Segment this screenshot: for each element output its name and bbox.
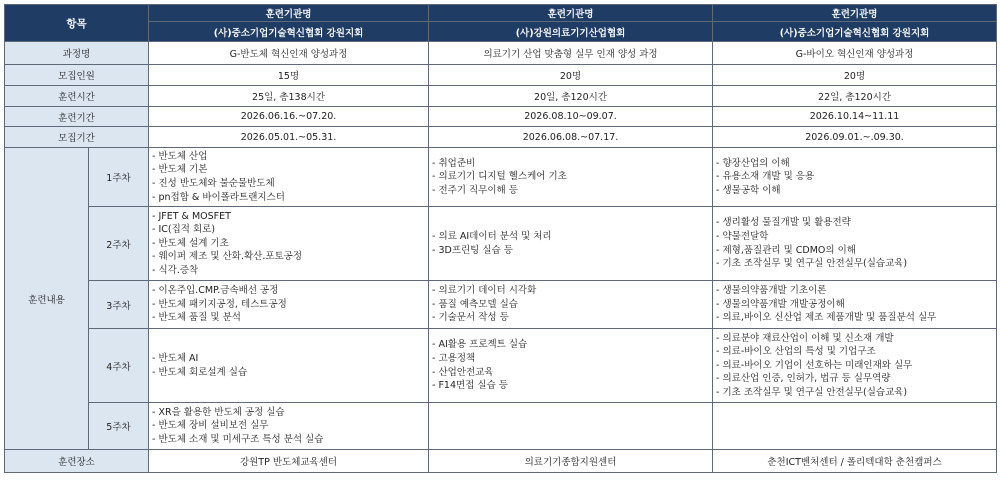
- content-line: - 이온주입.CMP.금속배선 공정: [152, 285, 279, 297]
- content-line: - 유용소재 개발 및 응용: [716, 171, 815, 183]
- row-value: 2026.06.16.~07.20.: [149, 107, 429, 127]
- header-row-group: [5, 5, 997, 22]
- content-line: - 산업안전교육: [432, 366, 494, 378]
- content-line: - 반도체 기본: [152, 164, 208, 176]
- week-content-cell: [713, 329, 997, 403]
- row-value: 20일, 총120시간: [429, 86, 713, 107]
- content-line: - 의료-바이오 기업이 선호하는 미래인재와 실무: [716, 359, 913, 371]
- org-name-2: (사)강원의료기기산업협회: [429, 22, 713, 42]
- content-line: - 반도체 산업: [152, 150, 208, 162]
- content-line: - F14면접 실습 등: [432, 380, 508, 392]
- content-line: - XR을 활용한 반도체 공정 실습: [152, 406, 285, 418]
- row-value: 강원TP 반도체교육센터: [149, 450, 429, 473]
- row-venue: [5, 450, 997, 473]
- row-value: G-반도체 혁신인재 양성과정: [149, 42, 429, 65]
- row-value: 의료기기종합지원센터: [429, 450, 713, 473]
- course-table-wrapper: [4, 4, 996, 481]
- content-line: - 의료-바이오 산업의 특성 및 기업구조: [716, 346, 876, 358]
- header-row-orgs: [5, 22, 997, 42]
- content-line: - 의료,바이오 신산업 제조 제품개발 및 품질분석 실무: [716, 312, 937, 324]
- week-content-cell: [149, 207, 429, 281]
- week-content-cell-empty: [429, 403, 713, 450]
- row-label: 과정명: [5, 42, 149, 65]
- row-label: 훈련기간: [5, 107, 149, 127]
- content-line: - 기초 조작실무 및 연구실 안전실무(실습교육): [716, 258, 908, 270]
- week-label: 2주차: [89, 207, 149, 281]
- row-value: 2026.05.01.~05.31.: [149, 127, 429, 148]
- row-value: 20명: [713, 65, 997, 86]
- content-line: - 반도체 패키지공정, 테스트공정: [152, 298, 287, 310]
- week-label: 1주차: [89, 148, 149, 207]
- item-header: 항목: [5, 5, 149, 42]
- row-value: 춘천ICT벤처센터 / 폴리텍대학 춘천캠퍼스: [713, 450, 997, 473]
- content-line: - 생물의약품개발 개발공정이해: [716, 298, 845, 310]
- training-content-label: 훈련내용: [5, 148, 89, 450]
- content-line: - 반도체 회로설계 실습: [152, 366, 248, 378]
- row-value: 의료기기 산업 맞춤형 실무 인재 양성 과정: [429, 42, 713, 65]
- row-label: 모집기간: [5, 127, 149, 148]
- content-line: - 향장산업의 이해: [716, 157, 790, 169]
- row-value: 25일, 총138시간: [149, 86, 429, 107]
- week-content-cell: [149, 403, 429, 450]
- content-line: - 의료분야 재료산업이 이해 및 신소재 개발: [716, 332, 894, 344]
- row-value: 15명: [149, 65, 429, 86]
- row-value: 2026.09.01.~.09.30.: [713, 127, 997, 148]
- content-line: - 생물공학 이해: [716, 184, 781, 196]
- org-name-1: (사)중소기업기술혁신협회 강원지회: [149, 22, 429, 42]
- row-value: 20명: [429, 65, 713, 86]
- row-value: 2026.08.10~09.07.: [429, 107, 713, 127]
- content-line: - 식각.증착: [152, 264, 199, 276]
- content-line: - 의료기기 디지털 헬스케어 기초: [432, 171, 567, 183]
- row-value: 2026.10.14~11.11: [713, 107, 997, 127]
- week-content-cell: [713, 148, 997, 207]
- content-line: - 품질 예측모델 실습: [432, 298, 518, 310]
- row-recruit-count: [5, 65, 997, 86]
- content-line: - IC(집적 회로): [152, 224, 216, 236]
- course-comparison-table: [4, 4, 997, 473]
- row-label: 훈련장소: [5, 450, 149, 473]
- content-line: - 3D프린팅 실습 등: [432, 244, 513, 256]
- content-line: - 반도체 소재 및 미세구조 특성 분석 실습: [152, 433, 324, 445]
- content-line: - 기초 조작실무 및 연구실 안전실무(실습교육): [716, 386, 908, 398]
- week-content-cell: [429, 281, 713, 329]
- content-line: - 의료산업 인증, 인허가, 법규 등 실무역량: [716, 373, 891, 385]
- org-group-header-3: 훈련기관명: [713, 5, 997, 22]
- content-line: - 의료기기 데이터 시각화: [432, 285, 537, 297]
- content-line: - 약물전달학: [716, 230, 769, 242]
- row-training-hours: [5, 86, 997, 107]
- week-row-1: [5, 148, 997, 207]
- week-row-5: [5, 403, 997, 450]
- content-line: - 고용정책: [432, 352, 476, 364]
- content-line: - 진성 반도체와 불순물반도체: [152, 178, 275, 189]
- week-content-cell: [149, 148, 429, 207]
- week-content-cell: [429, 329, 713, 403]
- content-line: - 전주기 직무이해 등: [432, 184, 518, 196]
- content-line: - 반도체 AI: [152, 352, 199, 364]
- content-line: - 기술문서 작성 등: [432, 312, 509, 324]
- content-line: - pn접합 & 바이폴라트랜지스터: [152, 191, 285, 203]
- org-name-3: (사)중소기업기술혁신협회 강원지회: [713, 22, 997, 42]
- week-label: 3주차: [89, 281, 149, 329]
- content-line: - 생리활성 물질개발 및 활용전략: [716, 217, 851, 229]
- week-content-cell: [713, 281, 997, 329]
- week-label: 4주차: [89, 329, 149, 403]
- row-value: 22일, 총120시간: [713, 86, 997, 107]
- org-group-header-2: 훈련기관명: [429, 5, 713, 22]
- row-label: 훈련시간: [5, 86, 149, 107]
- content-line: - AI활용 프로젝트 실습: [432, 339, 528, 351]
- content-line: - 웨이퍼 제조 및 산화.확산.포토공정: [152, 251, 303, 263]
- row-value: G-바이오 혁신인재 양성과정: [713, 42, 997, 65]
- org-group-header-1: 훈련기관명: [149, 5, 429, 22]
- content-line: - 제형,품질관리 및 CDMO의 이해: [716, 244, 856, 256]
- week-row-3: [5, 281, 997, 329]
- content-line: - 반도체 품질 및 분석: [152, 312, 241, 324]
- row-label: 모집인원: [5, 65, 149, 86]
- week-content-cell: [429, 148, 713, 207]
- week-label: 5주차: [89, 403, 149, 450]
- week-content-cell: [149, 329, 429, 403]
- week-row-2: [5, 207, 997, 281]
- content-line: - JFET & MOSFET: [152, 210, 231, 222]
- content-line: - 의료 AI데이터 분석 및 처리: [432, 230, 552, 242]
- content-line: - 취업준비: [432, 157, 476, 169]
- row-course-name: [5, 42, 997, 65]
- content-line: - 반도체 설계 기초: [152, 237, 229, 249]
- week-content-cell-empty: [713, 403, 997, 450]
- week-content-cell: [429, 207, 713, 281]
- row-value: 2026.06.08.~07.17.: [429, 127, 713, 148]
- content-line: - 반도체 장비 설비보전 실무: [152, 420, 269, 432]
- week-content-cell: [713, 207, 997, 281]
- row-training-period: [5, 107, 997, 127]
- row-recruit-period: [5, 127, 997, 148]
- week-row-4: [5, 329, 997, 403]
- week-content-cell: [149, 281, 429, 329]
- content-line: - 생물의약품개발 기초이론: [716, 285, 827, 297]
